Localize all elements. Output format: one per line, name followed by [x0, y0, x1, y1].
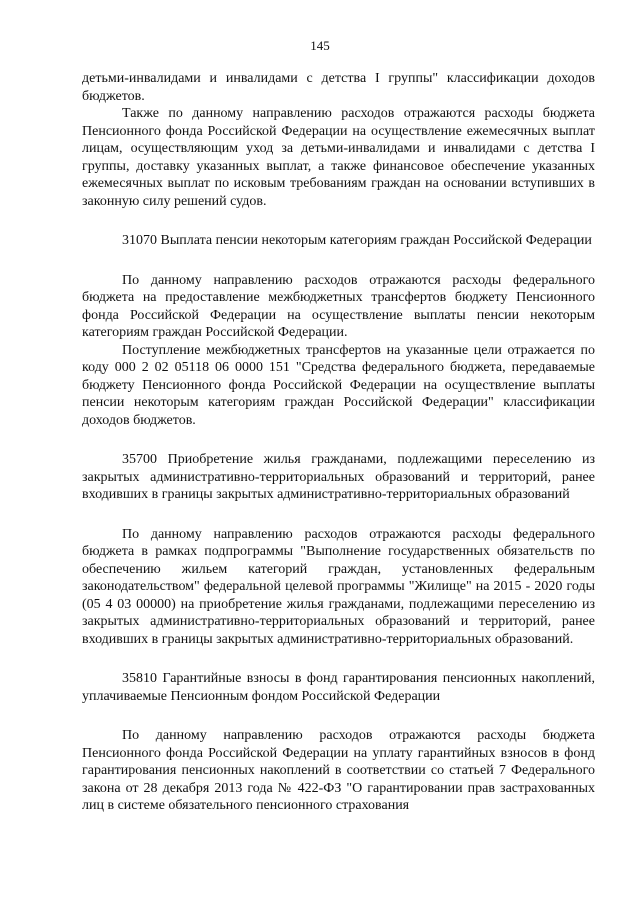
- paragraph: Также по данному направлению расходов отражаются расходы бюджета Пенсионного фонда Российской Федерации на осуществление ежемесячных выплат лицам, осуществляющим уход за детьми-инвалидами и инвалидами с детства I группы, доставку указанных выплат, а также финансовое обеспечение указанных ежемесячных выплат по исковым требованиям граждан на основании вступивших в законную силу решений судов.: [82, 106, 595, 209]
- page-number: 145: [310, 38, 330, 53]
- paragraph: По данному направлению расходов отражаются расходы федерального бюджета в рамках подпрограммы "Выполнение государственных обязательств по обеспечению жильем категорий граждан, установленных федеральным законодательством" федеральной целевой программы "Жилище" на 2015 - 2020 годы (05 4 03 00000) на приобретение жилья гражданами, подлежащими переселению из закрытых административно-территориальных образований и территорий, ранее входивших в границы закрытых административно-территориальных образований.: [82, 526, 595, 647]
- section-heading-35700: 35700 Приобретение жилья гражданами, подлежащими переселению из закрытых административно-территориальных образований и территорий, ранее входивших в границы закрытых административно-территориальных образований: [82, 452, 595, 502]
- paragraph: По данному направлению расходов отражаются расходы федерального бюджета на предоставление межбюджетных трансфертов бюджету Пенсионного фонда Российской Федерации на осуществление выплаты пенсии некоторым категориям граждан Российской Федерации.: [82, 272, 595, 340]
- paragraph-continuation: детьми-инвалидами и инвалидами с детства I группы" классификации доходов бюджетов.: [82, 71, 595, 104]
- document-body: [82, 70, 595, 815]
- section-heading-35810: 35810 Гарантийные взносы в фонд гарантирования пенсионных накоплений, уплачиваемые Пенсионным фондом Российской Федерации: [82, 671, 595, 704]
- section-heading-31070: 31070 Выплата пенсии некоторым категориям граждан Российской Федерации: [122, 233, 592, 248]
- paragraph: Поступление межбюджетных трансфертов на указанные цели отражается по коду 000 2 02 05118 06 0000 151 "Средства федерального бюджета, передаваемые бюджету Пенсионного фонда Российской Федерации на осуществление выплаты пенсии некоторым категориям граждан Российской Федерации" классификации доходов бюджетов.: [82, 342, 595, 428]
- paragraph: По данному направлению расходов отражаются расходы бюджета Пенсионного фонда Российской Федерации на уплату гарантийных взносов в фонд гарантирования пенсионных накоплений в соответствии со статьей 7 Федерального закона от 28 декабря 2013 года № 422-ФЗ "О гарантировании прав застрахованных лиц в системе обязательного пенсионного страхования: [82, 728, 595, 813]
